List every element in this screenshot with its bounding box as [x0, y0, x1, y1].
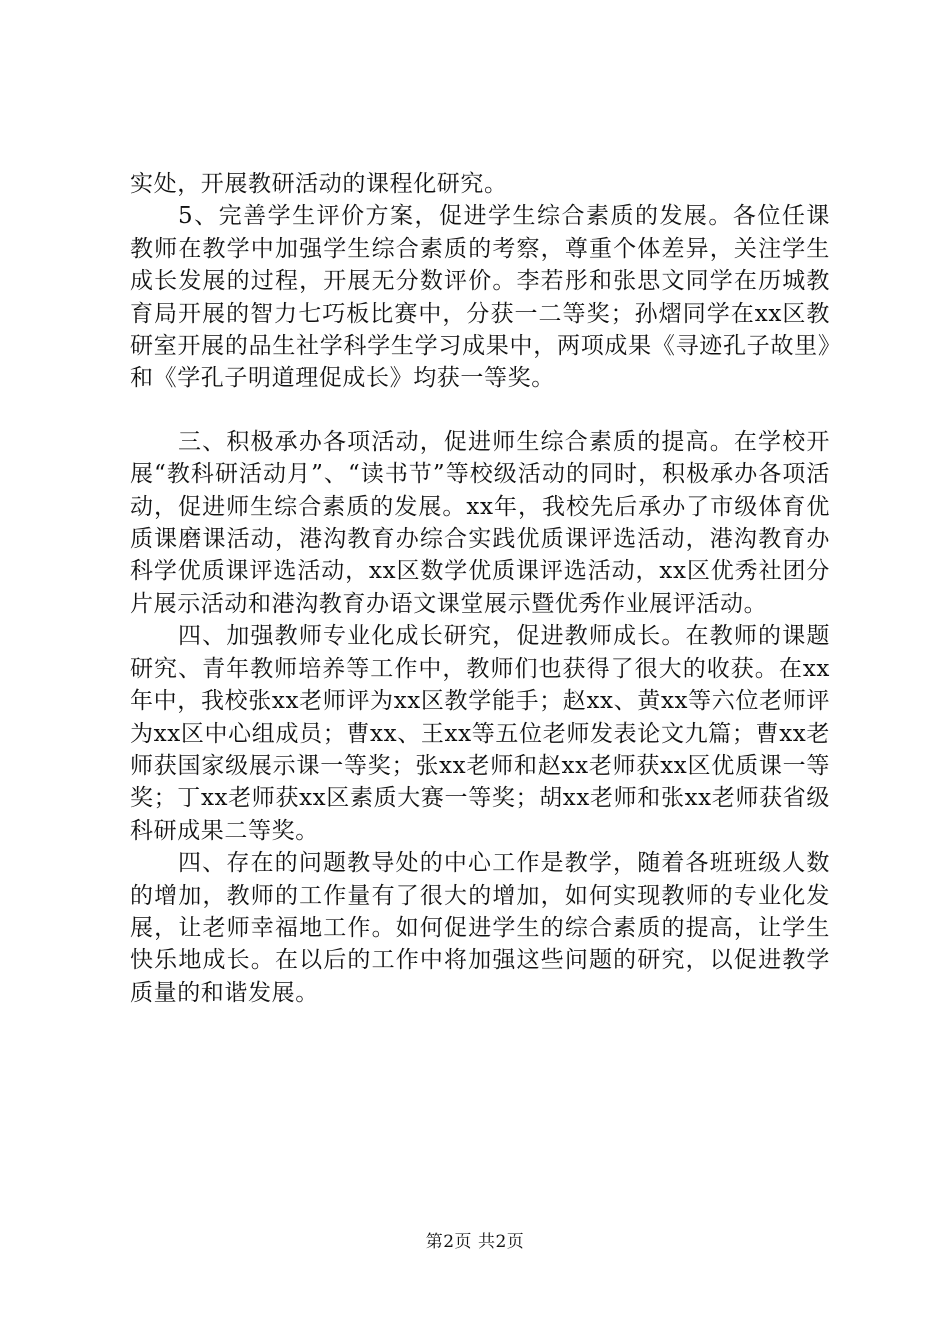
page-number-footer: 第2页 共2页 — [425, 1232, 525, 1252]
paragraph-continuation: 实处，开展教研活动的课程化研究。 — [130, 171, 508, 197]
paragraph-teacher-growth: 四、加强教师专业化成长研究，促进教师成长。在教师的课题研究、青年教师培养等工作中，教师们也获得了很大的收获。在xx年中，我校张xx老师评为xx区教学能手；赵xx、黄xx等六位老师评为xx区中心组成员；曹xx、王xx等五位老师发表论文九篇；曹xx老师获国家级展示课一等奖；张xx老师和赵xx老师获xx区优质课一等奖；丁xx老师获xx区素质大赛一等奖；胡xx老师和张xx老师获省级科研成果二等奖。 — [130, 623, 830, 844]
paragraph-student-evaluation: 5、完善学生评价方案，促进学生综合素质的发展。各位任课教师在教学中加强学生综合素质的考察，尊重个体差异，关注学生成长发展的过程，开展无分数评价。李若彤和张思文同学在历城教育局开展的智力七巧板比赛中，分获一二等奖；孙熠同学在xx区教研室开展的品生社学科学生学习成果中，两项成果《寻迹孔子故里》和《学孔子明道理促成长》均获一等奖。 — [130, 203, 830, 392]
paragraph-hosting-activities: 三、积极承办各项活动，促进师生综合素质的提高。在学校开展“教科研活动月”、“读书节”等校级活动的同时，积极承办各项活动，促进师生综合素质的发展。xx年，我校先后承办了市级体育优质课磨课活动，港沟教育办综合实践优质课评选活动，港沟教育办科学优质课评选活动，xx区数学优质课评选活动，xx区优秀社团分片展示活动和港沟教育办语文课堂展示暨优秀作业展评活动。 — [130, 428, 830, 617]
document-body — [130, 168, 830, 1009]
paragraph-existing-problems: 四、存在的问题教导处的中心工作是教学，随着各班班级人数的增加，教师的工作量有了很大的增加，如何实现教师的专业化发展，让老师幸福地工作。如何促进学生的综合素质的提高，让学生快乐地成长。在以后的工作中将加强这些问题的研究，以促进教学质量的和谐发展。 — [130, 850, 830, 1006]
